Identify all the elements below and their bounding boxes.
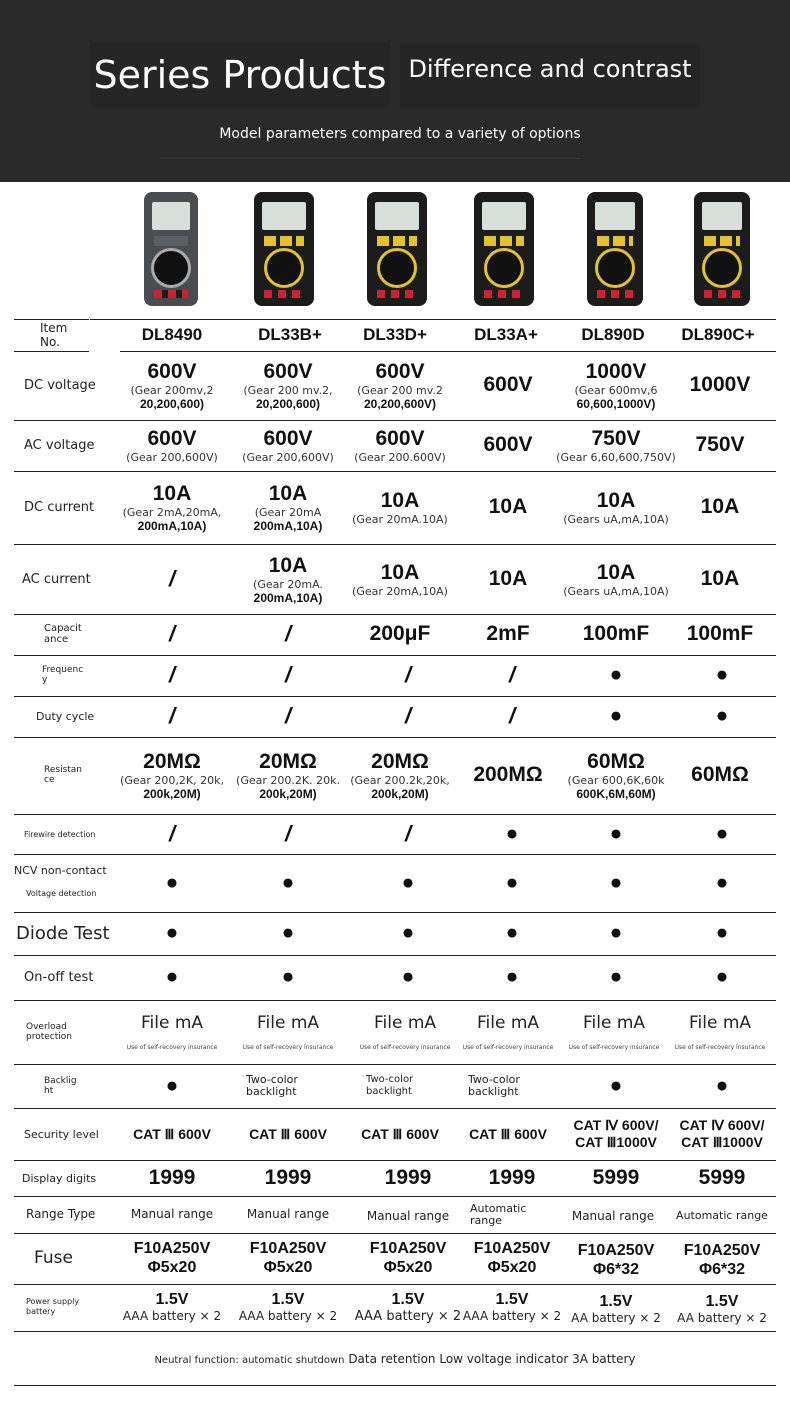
firewire-dl33a: ● [505, 822, 519, 846]
row-label-fuse: Fuse [34, 1248, 73, 1268]
dc-voltage-dl890d: 1000V (Gear 600mv,6 60,600,1000V) [574, 359, 658, 411]
ac-voltage-dl890d: 750V (Gear 6,60,600,750V) [556, 426, 676, 464]
row-label-resistance: Resistan ce [44, 765, 83, 785]
frequency-dl890c: ● [715, 663, 729, 687]
diode-dl8490: ● [165, 921, 179, 945]
diode-dl33d: ● [401, 921, 415, 945]
row-label-ncv: NCV non-contact [14, 864, 107, 877]
product-image-dl33b [246, 192, 322, 308]
row-label-battery: Power supply battery [26, 1297, 80, 1316]
battery-dl8490: 1.5V AAA battery × 2 [122, 1291, 222, 1324]
fuse-dl890c: F10A250V Φ6*32 [683, 1241, 761, 1278]
row-label-ac-current: AC current [22, 571, 91, 587]
dc-voltage-dl33d: 600V (Gear 200 mv.2 20,200,600V) [357, 359, 443, 411]
model-dl890d: DL890D [581, 324, 645, 344]
overload-dl890c: File mA Use of self-recovery insurance [674, 1013, 766, 1051]
onoff-dl890d: ● [609, 965, 623, 989]
product-image-dl33d [359, 192, 435, 308]
ac-voltage-dl33d: 600V (Gear 200.600V) [354, 426, 446, 464]
onoff-dl33d: ● [401, 965, 415, 989]
diode-dl890d: ● [609, 921, 623, 945]
onoff-dl890c: ● [715, 965, 729, 989]
frequency-dl33a: / [508, 661, 516, 687]
model-dl890c: DL890C+ [681, 324, 755, 344]
ac-current-dl890d: 10A (Gears uA,mA,10A) [563, 560, 669, 598]
row-label-ncv-sub: Voltage detection [26, 889, 97, 898]
model-dl33d: DL33D+ [363, 324, 427, 344]
security-dl8490: CAT Ⅲ 600V [133, 1125, 211, 1142]
ncv-dl33a: ● [505, 871, 519, 895]
row-label-backlight: Backlig ht [44, 1076, 77, 1096]
ncv-dl33b: ● [281, 871, 295, 895]
ac-voltage-dl8490: 600V (Gear 200,600V) [126, 426, 218, 464]
security-dl33a: CAT Ⅲ 600V [469, 1125, 547, 1142]
footer-note [0, 1352, 790, 1366]
battery-dl890c: 1.5V AA battery × 2 [677, 1293, 767, 1326]
fuse-dl33a: F10A250V Φ5x20 [473, 1239, 551, 1276]
range-dl890d: Manual range [571, 1208, 655, 1223]
backlight-dl8490: ● [165, 1074, 179, 1098]
dc-voltage-dl33b: 600V (Gear 200 mv.2, 20,200,600) [243, 359, 333, 411]
dc-current-dl890d: 10A (Gears uA,mA,10A) [563, 488, 669, 526]
dc-current-dl33a: 10A [488, 495, 528, 519]
onoff-dl33a: ● [505, 965, 519, 989]
footer-neutral-function: Neutral function: automatic shutdown [154, 1355, 345, 1366]
ncv-dl890d: ● [609, 871, 623, 895]
dc-voltage-dl33a: 600V [483, 373, 533, 397]
row-label-diode: Diode Test [16, 922, 110, 944]
page-description: Model parameters compared to a variety of options [219, 126, 581, 142]
row-label-dc-voltage: DC voltage [24, 377, 96, 393]
backlight-dl33a: Two-color backlight [468, 1073, 520, 1098]
fuse-dl890d: F10A250V Φ6*32 [577, 1241, 655, 1278]
diode-dl33a: ● [505, 921, 519, 945]
model-dl33a: DL33A+ [474, 324, 538, 344]
ac-current-dl33b: 10A (Gear 20mA. 200mA,10A) [253, 553, 323, 605]
display-dl890d: 5999 [592, 1166, 640, 1190]
ncv-dl890c: ● [715, 871, 729, 895]
diode-dl33b: ● [281, 921, 295, 945]
fuse-dl33d: F10A250V Φ5x20 [369, 1239, 447, 1276]
row-label-dc-current: DC current [24, 499, 95, 515]
display-dl890c: 5999 [698, 1166, 746, 1190]
product-image-dl890c [684, 192, 760, 308]
row-divider [14, 1331, 776, 1332]
page-title: Series Products [90, 42, 390, 108]
display-dl33b: 1999 [264, 1166, 312, 1190]
overload-dl890d: File mA Use of self-recovery insurance [568, 1013, 660, 1051]
row-label-capacitance: Capacit ance [44, 623, 82, 645]
backlight-dl890d: ● [609, 1074, 623, 1098]
ac-current-dl8490: / [168, 565, 176, 591]
frequency-dl33b: / [284, 661, 292, 687]
security-dl33b: CAT Ⅲ 600V [249, 1125, 327, 1142]
product-image-dl8490 [133, 192, 209, 308]
range-dl33a: Automatic range [470, 1202, 527, 1227]
security-dl33d: CAT Ⅲ 600V [361, 1125, 439, 1142]
frequency-dl890d: ● [609, 663, 623, 687]
overload-dl33b: File mA Use of self-recovery insurance [242, 1013, 334, 1051]
duty-cycle-dl33d: / [404, 702, 412, 728]
resistance-dl890c: 60MΩ [691, 763, 749, 787]
onoff-dl8490: ● [165, 965, 179, 989]
ac-current-dl33d: 10A (Gear 20mA,10A) [352, 560, 448, 598]
model-dl8490: DL8490 [141, 324, 203, 344]
row-label-overload: Overload protection [26, 1022, 72, 1042]
frequency-dl33d: / [404, 661, 412, 687]
product-image-dl890d [577, 192, 653, 308]
firewire-dl890c: ● [715, 822, 729, 846]
range-dl8490: Manual range [130, 1206, 214, 1221]
ac-current-dl33a: 10A [488, 567, 528, 591]
capacitance-dl8490: / [168, 620, 176, 646]
diode-dl890c: ● [715, 921, 729, 945]
overload-dl33d: File mA Use of self-recovery insurance [359, 1013, 451, 1051]
backlight-dl890c: ● [715, 1074, 729, 1098]
capacitance-dl33a: 2mF [486, 622, 530, 646]
dc-voltage-dl890c: 1000V [689, 373, 751, 397]
display-dl33a: 1999 [488, 1166, 536, 1190]
range-dl33b: Manual range [246, 1206, 330, 1221]
security-dl890c: CAT Ⅳ 600V/ CAT Ⅲ1000V [679, 1117, 765, 1150]
bottom-divider [14, 1385, 776, 1386]
display-dl33d: 1999 [384, 1166, 432, 1190]
resistance-dl33a: 200MΩ [473, 763, 543, 787]
security-dl890d: CAT Ⅳ 600V/ CAT Ⅲ1000V [573, 1117, 659, 1150]
onoff-dl33b: ● [281, 965, 295, 989]
dc-current-dl8490: 10A (Gear 2mA,20mA, 200mA,10A) [122, 481, 222, 533]
ncv-dl33d: ● [401, 871, 415, 895]
resistance-dl8490: 20MΩ (Gear 200,2K, 20k, 200k,20M) [120, 749, 224, 801]
battery-dl33b: 1.5V AAA battery × 2 [238, 1291, 338, 1324]
ac-voltage-dl890c: 750V [695, 433, 745, 457]
row-label-display: Display digits [22, 1171, 97, 1185]
range-dl33d: Manual range [366, 1208, 450, 1223]
duty-cycle-dl8490: / [168, 702, 176, 728]
firewire-dl890d: ● [609, 822, 623, 846]
dc-voltage-dl8490: 600V (Gear 200mv,2 20,200,600) [130, 359, 214, 411]
item-no-label: Item No. [40, 321, 68, 349]
dc-current-dl33b: 10A (Gear 20mA 200mA,10A) [253, 481, 323, 533]
ncv-dl8490: ● [165, 871, 179, 895]
row-label-firewire: Firewire detection [24, 829, 96, 839]
display-dl8490: 1999 [148, 1166, 196, 1190]
fuse-dl8490: F10A250V Φ5x20 [133, 1239, 211, 1276]
row-label-range: Range Type [26, 1207, 96, 1221]
row-label-security: Security level [24, 1127, 99, 1141]
page-subtitle: Difference and contrast [400, 44, 700, 108]
row-label-duty-cycle: Duty cycle [36, 709, 95, 723]
product-image-dl33a [466, 192, 542, 308]
header-banner [0, 0, 790, 182]
footer-data-retention: Data retention [348, 1352, 436, 1366]
ac-voltage-dl33a: 600V [483, 433, 533, 457]
frequency-dl8490: / [168, 661, 176, 687]
battery-dl33a: 1.5V AAA battery × 2 [462, 1291, 562, 1324]
capacitance-dl33d: 200μF [369, 622, 431, 646]
battery-dl890d: 1.5V AA battery × 2 [571, 1293, 661, 1326]
range-dl890c: Automatic range [676, 1209, 768, 1223]
firewire-dl33b: / [284, 820, 292, 846]
firewire-dl33d: / [404, 820, 412, 846]
fuse-dl33b: F10A250V Φ5x20 [249, 1239, 327, 1276]
capacitance-dl33b: / [284, 620, 292, 646]
duty-cycle-dl890d: ● [609, 704, 623, 728]
overload-dl8490: File mA Use of self-recovery insurance [126, 1013, 218, 1051]
resistance-dl33d: 20MΩ (Gear 200.2k,20k, 200k,20M) [350, 749, 450, 801]
model-dl33b: DL33B+ [258, 324, 322, 344]
row-label-onoff: On-off test [24, 969, 94, 985]
dc-current-dl33d: 10A (Gear 20mA.10A) [352, 488, 448, 526]
duty-cycle-dl33b: / [284, 702, 292, 728]
duty-cycle-dl890c: ● [715, 704, 729, 728]
duty-cycle-dl33a: / [508, 702, 516, 728]
resistance-dl33b: 20MΩ (Gear 200.2K. 20k. 200k,20M) [236, 749, 340, 801]
ac-current-dl890c: 10A [700, 567, 740, 591]
capacitance-dl890c: 100mF [686, 622, 754, 646]
backlight-dl33b: Two-color backlight [246, 1073, 298, 1098]
header-divider [160, 158, 580, 159]
battery-dl33d: 1.5V AAA battery × 2 [354, 1290, 462, 1324]
capacitance-dl890d: 100mF [582, 622, 650, 646]
resistance-dl890d: 60MΩ (Gear 600,6K,60k 600K,6M,60M) [567, 749, 665, 801]
row-label-frequency: Frequenc y [42, 665, 84, 685]
backlight-dl33d: Two-color backlight [366, 1074, 414, 1097]
firewire-dl8490: / [168, 820, 176, 846]
ac-voltage-dl33b: 600V (Gear 200,600V) [242, 426, 334, 464]
overload-dl33a: File mA Use of self-recovery insurance [462, 1013, 554, 1051]
row-label-ac-voltage: AC voltage [24, 437, 95, 453]
dc-current-dl890c: 10A [700, 495, 740, 519]
footer-low-voltage: Low voltage indicator 3A battery [439, 1352, 636, 1366]
